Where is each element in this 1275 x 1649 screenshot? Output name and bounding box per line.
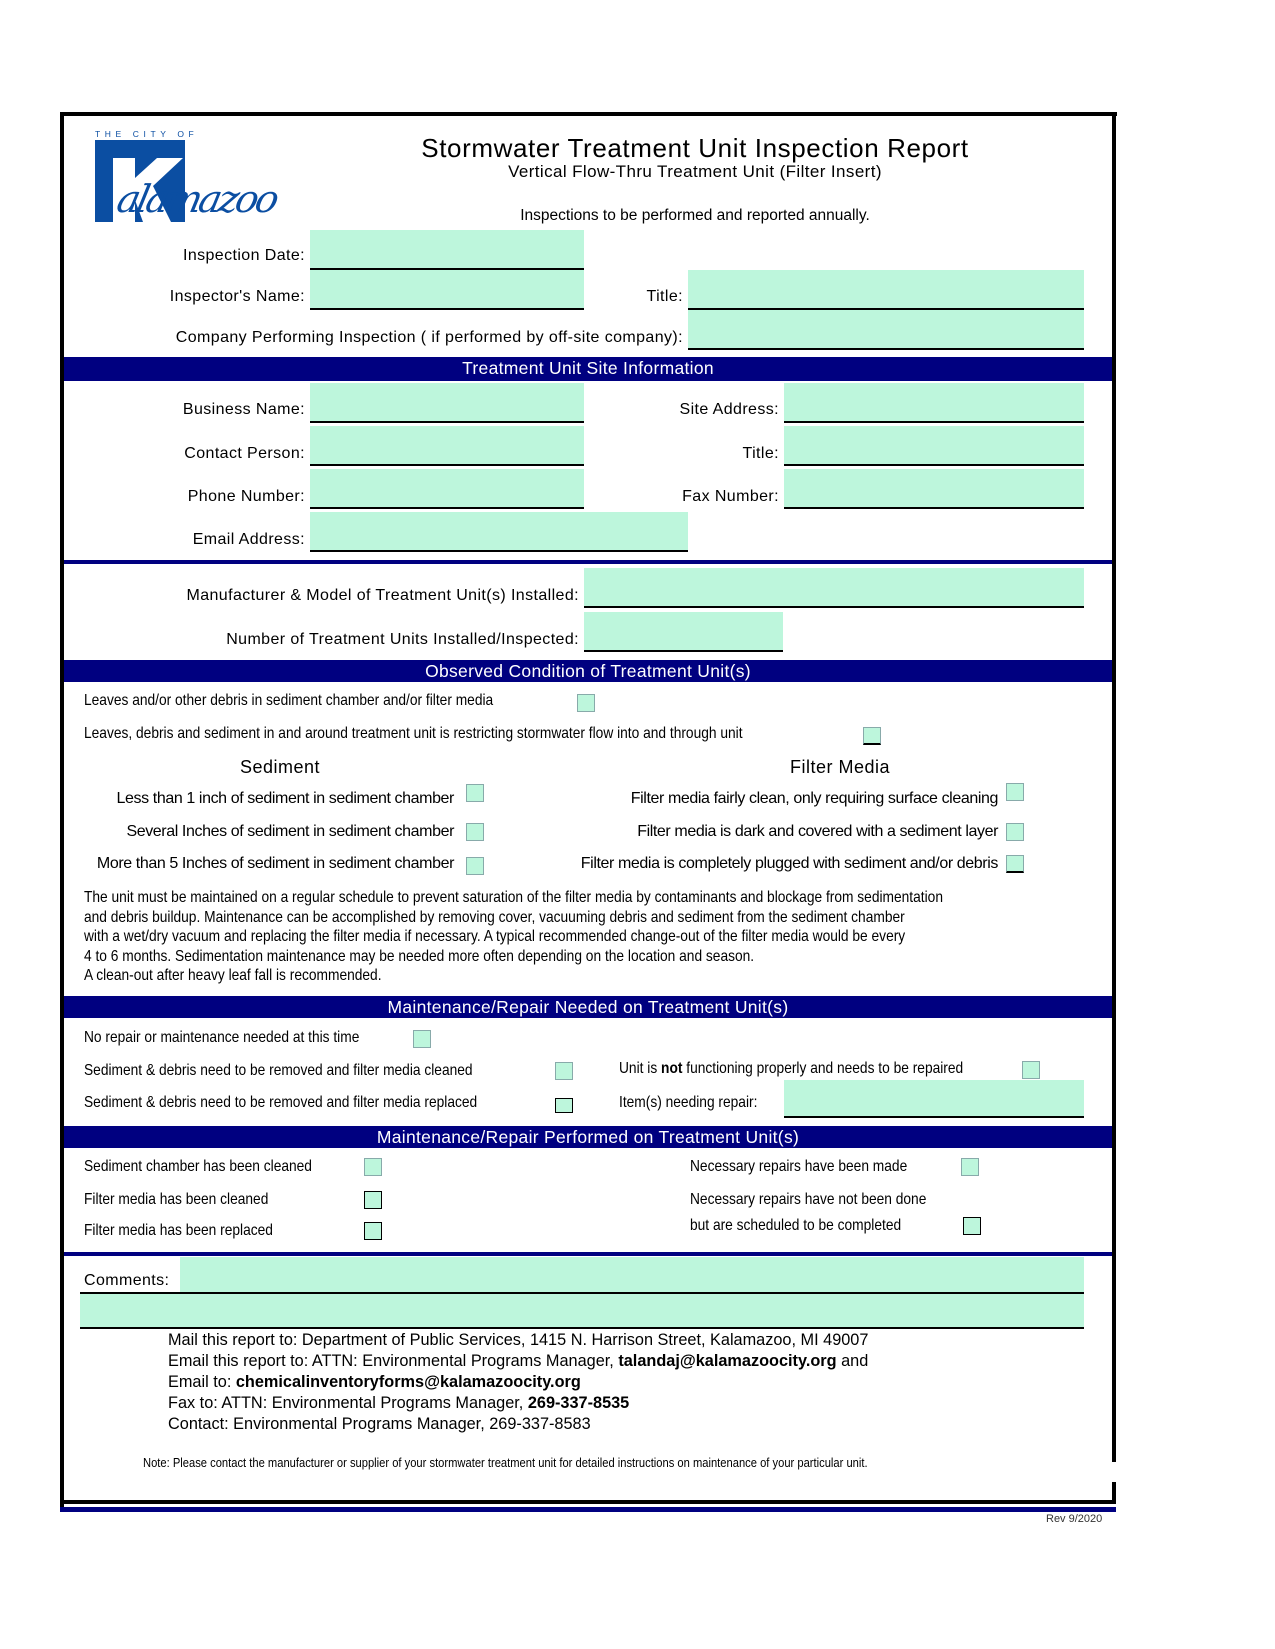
paragraph-line: and debris buildup. Maintenance can be accomplished by removing cover, vacuuming debris and sediment from the sediment chamber [84,908,905,926]
section-header-site-info: Treatment Unit Site Information [64,357,1112,381]
media-cleaned-checkbox[interactable] [364,1191,382,1209]
inspection-date-field[interactable] [310,230,584,270]
inspector-title-field[interactable] [688,270,1084,310]
repairs-scheduled-label-line1: Necessary repairs have not been done [690,1191,927,1208]
frame-border-bottom [60,1500,1116,1504]
sediment-more-5-inches-checkbox[interactable] [466,857,484,875]
frame-blue-rule [60,1507,1116,1512]
page-subtitle: Vertical Flow-Thru Treatment Unit (Filter Insert) [508,162,882,181]
email-field[interactable] [310,512,688,552]
inspector-name-field[interactable] [310,270,584,310]
paragraph-line: The unit must be maintained on a regular schedule to prevent saturation of the filter media by contaminants and blockage from sedimentation [84,889,943,906]
chamber-cleaned-checkbox[interactable] [364,1158,382,1176]
email-line-text: Email this report to: ATTN: Environmental Programs Manager, [168,1352,619,1370]
maintenance-paragraph [84,888,943,986]
repairs-made-label: Necessary repairs have been made [690,1158,908,1175]
inspector-name-label: Inspector's Name: [169,288,305,305]
company-label: Company Performing Inspection ( if performed by off-site company): [175,329,683,346]
logo-wordmark: alamazoo [113,177,281,222]
observed-item-label: Leaves, debris and sediment in and around treatment unit is restricting stormwater flow into and through unit [84,725,743,742]
comments-field-line2[interactable] [80,1294,1084,1329]
filter-item-label: Filter media is completely plugged with sediment and/or debris [580,855,998,872]
site-address-field[interactable] [784,383,1084,423]
business-name-label: Business Name: [182,401,305,418]
filter-item-label: Filter media is dark and covered with a sediment layer [637,823,998,840]
no-maintenance-checkbox[interactable] [413,1030,431,1048]
items-needing-repair-field[interactable] [784,1080,1084,1118]
page-title: Stormwater Treatment Unit Inspection Report [421,133,969,163]
email2-line [168,1372,868,1393]
fax-number: 269-337-8535 [527,1394,630,1412]
revision-label: Rev 9/2020 [1046,1513,1103,1525]
filter-fairly-clean-checkbox[interactable] [1006,783,1024,801]
contact-title-label: Title: [742,445,779,462]
business-name-field[interactable] [310,383,584,423]
media-replaced-label: Filter media has been replaced [84,1222,273,1239]
email2-address-link[interactable]: chemicalinventoryforms@kalamazoocity.org [235,1373,581,1391]
not-functioning-label [619,1060,963,1078]
phone-label: Phone Number: [187,488,305,505]
contact-person-field[interactable] [310,426,584,466]
sediment-several-inches-checkbox[interactable] [466,823,484,841]
city-logo [95,128,285,233]
section-header-observed: Observed Condition of Treatment Unit(s) [64,660,1112,682]
chamber-cleaned-label: Sediment chamber has been cleaned [84,1158,312,1175]
repairs-scheduled-label-line2: but are scheduled to be completed [690,1217,902,1234]
needs-cleaning-label: Sediment & debris need to be removed and filter media cleaned [84,1062,473,1079]
media-replaced-checkbox[interactable] [364,1222,382,1240]
inspection-date-label: Inspection Date: [182,247,305,264]
company-field[interactable] [688,310,1084,350]
sediment-heading: Sediment [239,757,321,777]
filter-plugged-checkbox[interactable] [1006,855,1024,873]
phone-field[interactable] [310,469,584,509]
email-label: Email Address: [192,531,305,548]
unit-count-label: Number of Treatment Units Installed/Inspected: [226,631,579,648]
email-address-link[interactable]: talandaj@kalamazoocity.org [618,1352,837,1370]
section-divider [64,1252,1112,1256]
needs-replacement-checkbox[interactable] [555,1098,573,1113]
fax-label: Fax Number: [682,488,779,505]
paragraph-line: 4 to 6 months. Sedimentation maintenance may be needed more often depending on the location and season. [84,947,755,965]
observed-item-label: Leaves and/or other debris in sediment chamber and/or filter media [84,692,494,709]
sediment-item-label: Several Inches of sediment in sediment chamber [126,823,454,840]
annual-note: Inspections to be performed and reported annually. [520,207,870,224]
contact-title-field[interactable] [784,426,1084,466]
logo-top-text: THE CITY OF [95,129,199,139]
comments-field-line1[interactable] [180,1257,1084,1294]
manufacturer-label: Manufacturer & Model of Treatment Unit(s) Installed: [186,587,579,604]
section-header-maintenance-needed: Maintenance/Repair Needed on Treatment Unit(s) [64,996,1112,1018]
email-line [168,1351,868,1372]
sediment-item-label: More than 5 Inches of sediment in sediment chamber [96,855,454,872]
sediment-less-1-inch-checkbox[interactable] [466,784,484,802]
inspector-title-label: Title: [646,288,683,305]
needs-replacement-label: Sediment & debris need to be removed and filter media replaced [84,1094,478,1111]
email-line-suffix: and [836,1352,869,1370]
observed-restricting-checkbox[interactable] [863,727,881,745]
mail-address-line: Mail this report to: Department of Public Services, 1415 N. Harrison Street, Kalamazoo, MI 49007 [168,1331,869,1349]
filter-media-heading: Filter Media [789,757,891,777]
paragraph-line: A clean-out after heavy leaf fall is recommended. [84,967,382,984]
frame-border-right [1112,112,1116,1462]
media-cleaned-label: Filter media has been cleaned [84,1191,269,1208]
no-maintenance-label: No repair or maintenance needed at this time [84,1029,360,1046]
site-address-label: Site Address: [679,401,779,418]
fax-field[interactable] [784,469,1084,509]
frame-border-top [60,112,1117,116]
comments-label: Comments: [84,1272,170,1289]
manufacturer-field[interactable] [584,568,1084,608]
needs-cleaning-checkbox[interactable] [555,1062,573,1080]
not-functioning-checkbox[interactable] [1022,1061,1040,1079]
repairs-scheduled-checkbox[interactable] [963,1217,981,1235]
section-divider [64,560,1112,564]
contact-line: Contact: Environmental Programs Manager, 269-337-8583 [168,1415,591,1433]
not-functioning-post: functioning properly and needs to be repaired [682,1060,964,1077]
filter-item-label: Filter media fairly clean, only requiring surface cleaning [630,790,998,807]
email2-line-text: Email to: [168,1373,236,1391]
mailing-info [168,1330,868,1435]
repairs-made-checkbox[interactable] [961,1158,979,1176]
paragraph-line: with a wet/dry vacuum and replacing the filter media if necessary. A typical recommended change-out of the filter media would be every [84,928,906,945]
items-needing-repair-label: Item(s) needing repair: [619,1094,758,1111]
footer-note: Note: Please contact the manufacturer or supplier of your stormwater treatment unit for detailed instructions on maintenance of your particular unit. [143,1455,868,1470]
fax-line-text: Fax to: ATTN: Environmental Programs Manager, [168,1394,528,1412]
section-header-maintenance-performed: Maintenance/Repair Performed on Treatment Unit(s) [64,1126,1112,1148]
contact-person-label: Contact Person: [184,445,305,462]
observed-debris-checkbox[interactable] [577,694,595,712]
sediment-item-label: Less than 1 inch of sediment in sediment chamber [116,790,454,807]
fax-line [168,1393,868,1414]
frame-border-left [60,112,64,1508]
not-functioning-bold: not [661,1060,683,1077]
filter-dark-covered-checkbox[interactable] [1006,823,1024,841]
not-functioning-pre: Unit is [619,1060,662,1077]
unit-count-field[interactable] [584,612,783,652]
